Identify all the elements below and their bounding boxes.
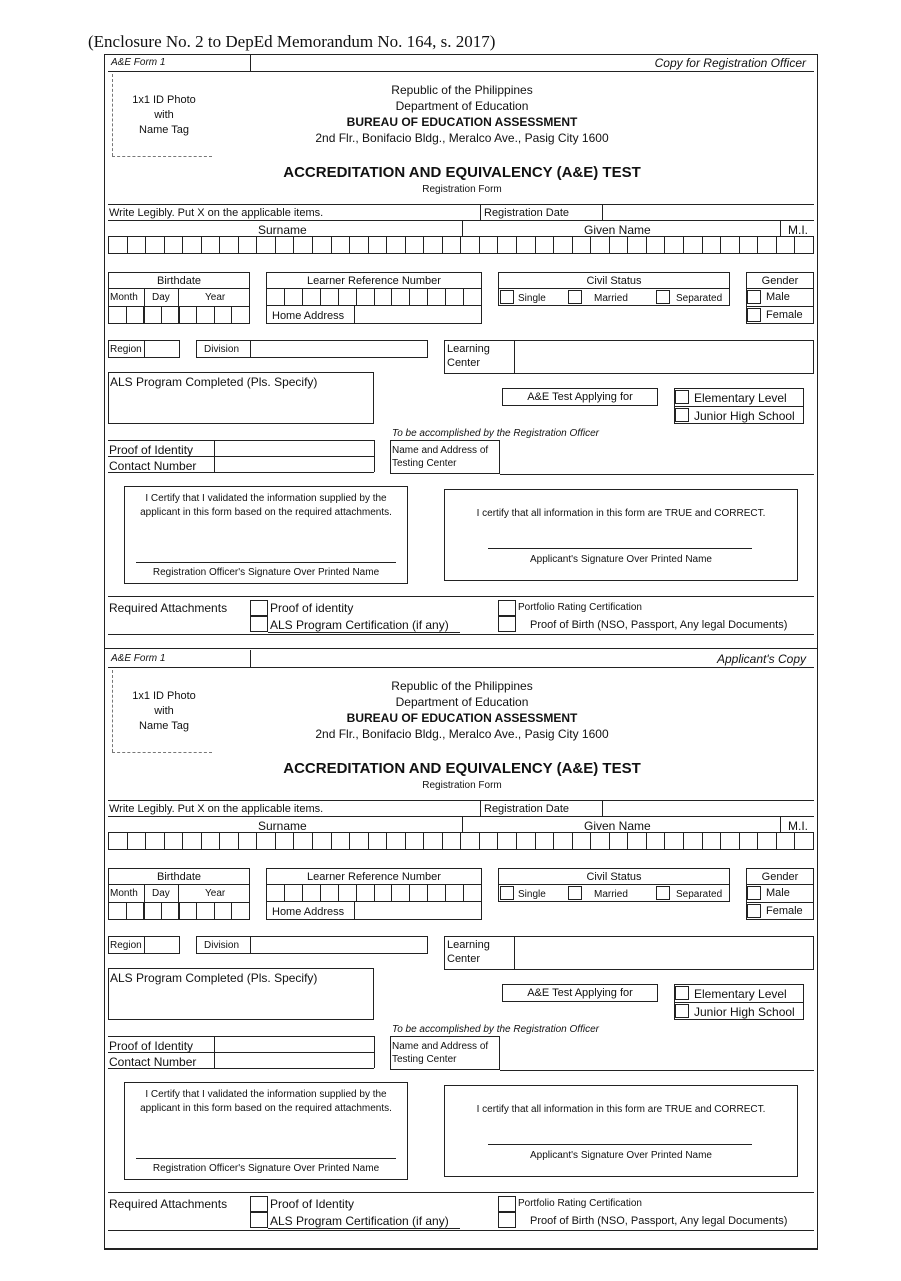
input-cell[interactable] (127, 307, 145, 324)
input-cell[interactable] (162, 903, 180, 920)
test-applying-label: A&E Test Applying for (527, 987, 633, 999)
input-cell[interactable] (610, 833, 629, 849)
registration-officer-note: To be accomplished by the Registration Officer (392, 1024, 599, 1035)
elementary-checkbox[interactable] (675, 986, 689, 1000)
input-cell[interactable] (387, 237, 406, 253)
input-cell[interactable] (267, 289, 285, 305)
header-deped: Department of Education (395, 695, 529, 709)
input-cell[interactable] (267, 885, 285, 901)
input-cell[interactable] (628, 237, 647, 253)
input-cell[interactable] (464, 885, 482, 901)
input-cell[interactable] (392, 885, 410, 901)
given-name-label: Given Name (584, 819, 651, 833)
input-cell[interactable] (180, 307, 198, 324)
attachment-als-label: ALS Program Certification (if any) (270, 1214, 449, 1228)
name-address-label: Name and Address of (392, 1041, 489, 1052)
input-cell[interactable] (239, 237, 258, 253)
registration-date-label: Registration Date (484, 803, 569, 815)
married-label: Married (594, 889, 628, 900)
input-cell[interactable] (461, 237, 480, 253)
birthdate-label: Birthdate (156, 275, 202, 287)
name-input-cells[interactable] (108, 236, 814, 254)
input-cell[interactable] (146, 833, 165, 849)
input-cell[interactable] (109, 307, 127, 324)
attachment-proof-checkbox[interactable] (250, 600, 268, 616)
division-label: Division (204, 344, 240, 355)
input-cell[interactable] (721, 237, 740, 253)
input-cell[interactable] (303, 885, 321, 901)
input-cell[interactable] (573, 237, 592, 253)
female-checkbox[interactable] (747, 904, 761, 918)
copy-label: Applicant's Copy (716, 652, 806, 666)
input-cell[interactable] (369, 237, 388, 253)
input-cell[interactable] (285, 885, 303, 901)
required-attachments-label: Required Attachments (109, 1197, 228, 1211)
input-cell[interactable] (215, 903, 233, 920)
single-label: Single (518, 889, 546, 900)
input-cell[interactable] (387, 833, 406, 849)
input-cell[interactable] (446, 289, 464, 305)
input-cell[interactable] (276, 237, 295, 253)
applicant-copy (0, 650, 900, 1250)
separated-label: Separated (676, 293, 723, 304)
input-cell[interactable] (795, 237, 814, 253)
single-label: Single (518, 293, 546, 304)
jhs-checkbox[interactable] (675, 408, 689, 422)
input-cell[interactable] (257, 237, 276, 253)
testing-center-label: Testing Center (392, 458, 457, 469)
input-cell[interactable] (665, 237, 684, 253)
applicant-certification-box (444, 489, 798, 581)
header-bureau: BUREAU OF EDUCATION ASSESSMENT (346, 115, 578, 129)
center-label: Center (447, 357, 481, 369)
input-cell[interactable] (294, 237, 313, 253)
region-label: Region (110, 344, 142, 355)
input-cell[interactable] (144, 307, 162, 324)
test-applying-label: A&E Test Applying for (527, 391, 633, 403)
header-address: 2nd Flr., Bonifacio Bldg., Meralco Ave., Pasig City 1600 (315, 727, 609, 741)
input-cell[interactable] (357, 289, 375, 305)
registration-officer-note: To be accomplished by the Registration Officer (392, 428, 599, 439)
header-deped: Department of Education (395, 99, 529, 113)
single-checkbox[interactable] (500, 886, 514, 900)
region-label: Region (110, 940, 142, 951)
input-cell[interactable] (183, 237, 202, 253)
input-cell[interactable] (146, 237, 165, 253)
input-cell[interactable] (443, 237, 462, 253)
required-attachments-label: Required Attachments (109, 601, 228, 615)
attachment-als-checkbox[interactable] (250, 1212, 268, 1228)
officer-signature-label: Registration Officer's Signature Over Printed Name (152, 567, 380, 578)
jhs-checkbox[interactable] (675, 1004, 689, 1018)
female-checkbox[interactable] (747, 308, 761, 322)
applicant-certification-text: I certify that all information in this form are TRUE and CORRECT. (476, 1104, 766, 1115)
attachment-birth-checkbox[interactable] (498, 616, 516, 632)
photo-placeholder-line3: Name Tag (139, 124, 189, 136)
proof-identity-label: Proof of Identity (109, 1039, 194, 1053)
officer-certification-text: I Certify that I validated the information supplied by the applicant in this form based on the required attachments. (140, 1089, 392, 1114)
officer-certification-text: I Certify that I validated the information supplied by the applicant in this form based on the required attachments. (140, 493, 392, 518)
male-label: Male (766, 291, 790, 303)
input-cell[interactable] (276, 833, 295, 849)
married-label: Married (594, 293, 628, 304)
instructions: Write Legibly. Put X on the applicable items. (109, 803, 324, 815)
input-cell[interactable] (740, 237, 759, 253)
input-cell[interactable] (109, 237, 128, 253)
photo-placeholder-line2: with (154, 109, 174, 121)
input-cell[interactable] (232, 307, 250, 324)
input-cell[interactable] (257, 833, 276, 849)
lrn-label: Learner Reference Number (307, 275, 441, 287)
input-cell[interactable] (554, 237, 573, 253)
input-cell[interactable] (197, 307, 215, 324)
header-republic: Republic of the Philippines (391, 679, 533, 693)
attachment-als-label: ALS Program Certification (if any) (270, 618, 449, 632)
testing-center-label: Testing Center (392, 1054, 457, 1065)
birthdate-label: Birthdate (156, 871, 202, 883)
attachment-portfolio-label: Portfolio Rating Certification (518, 602, 642, 613)
header-republic: Republic of the Philippines (391, 83, 533, 97)
day-label: Day (152, 292, 170, 303)
division-label: Division (204, 940, 240, 951)
enclosure-heading: (Enclosure No. 2 to DepEd Memorandum No. 164, s. 2017) (88, 32, 496, 51)
input-cell[interactable] (128, 237, 147, 253)
name-address-label: Name and Address of (392, 445, 489, 456)
input-cell[interactable] (202, 237, 221, 253)
input-cell[interactable] (109, 903, 127, 920)
input-cell[interactable] (517, 237, 536, 253)
input-cell[interactable] (220, 237, 239, 253)
year-label: Year (205, 888, 226, 899)
married-checkbox[interactable] (568, 290, 582, 304)
given-name-label: Given Name (584, 223, 651, 237)
form-title: ACCREDITATION AND EQUIVALENCY (A&E) TEST (283, 164, 641, 181)
input-cell[interactable] (740, 833, 759, 849)
input-cell[interactable] (406, 833, 425, 849)
learning-label: Learning (447, 939, 490, 951)
applicant-certification-box (444, 1085, 798, 1177)
input-cell[interactable] (721, 833, 740, 849)
learning-center-field[interactable] (444, 340, 814, 374)
attachment-portfolio-checkbox[interactable] (498, 1196, 516, 1212)
input-cell[interactable] (647, 237, 666, 253)
input-cell[interactable] (232, 903, 250, 920)
elementary-label: Elementary Level (694, 987, 787, 1001)
attachment-birth-label: Proof of Birth (NSO, Passport, Any legal Documents) (530, 1215, 788, 1227)
als-program-label: ALS Program Completed (Pls. Specify) (110, 971, 318, 985)
day-label: Day (152, 888, 170, 899)
attachment-birth-checkbox[interactable] (498, 1212, 516, 1228)
form-number: A&E Form 1 (111, 653, 166, 664)
input-cell[interactable] (165, 833, 184, 849)
input-cell[interactable] (406, 237, 425, 253)
instructions: Write Legibly. Put X on the applicable items. (109, 207, 324, 219)
input-cell[interactable] (536, 237, 555, 253)
elementary-checkbox[interactable] (675, 390, 689, 404)
female-label: Female (766, 309, 803, 321)
input-cell[interactable] (777, 237, 796, 253)
input-cell[interactable] (357, 885, 375, 901)
input-cell[interactable] (428, 885, 446, 901)
copy-separator (104, 648, 818, 649)
input-cell[interactable] (703, 237, 722, 253)
photo-placeholder-line1: 1x1 ID Photo (132, 94, 196, 106)
center-label: Center (447, 953, 481, 965)
als-program-label: ALS Program Completed (Pls. Specify) (110, 375, 318, 389)
copy-label: Copy for Registration Officer (654, 56, 806, 70)
input-cell[interactable] (339, 289, 357, 305)
input-cell[interactable] (480, 237, 499, 253)
attachment-als-checkbox[interactable] (250, 616, 268, 632)
form-number: A&E Form 1 (111, 57, 166, 68)
input-cell[interactable] (498, 833, 517, 849)
learning-center-field[interactable] (444, 936, 814, 970)
male-checkbox[interactable] (747, 886, 761, 900)
input-cell[interactable] (303, 289, 321, 305)
input-cell[interactable] (339, 885, 357, 901)
surname-label: Surname (258, 819, 307, 833)
input-cell[interactable] (165, 237, 184, 253)
applicant-certification-text: I certify that all information in this form are TRUE and CORRECT. (476, 508, 766, 519)
home-address-label: Home Address (272, 310, 345, 322)
input-cell[interactable] (144, 903, 162, 920)
input-cell[interactable] (665, 833, 684, 849)
separated-checkbox[interactable] (656, 290, 670, 304)
input-cell[interactable] (424, 237, 443, 253)
male-checkbox[interactable] (747, 290, 761, 304)
input-cell[interactable] (424, 833, 443, 849)
year-label: Year (205, 292, 226, 303)
surname-label: Surname (258, 223, 307, 237)
month-label: Month (110, 292, 138, 303)
contact-number-label: Contact Number (109, 1055, 197, 1069)
attachment-birth-label: Proof of Birth (NSO, Passport, Any legal Documents) (530, 619, 788, 631)
attachment-proof-label: Proof of Identity (270, 1197, 355, 1211)
input-cell[interactable] (410, 289, 428, 305)
header-bureau: BUREAU OF EDUCATION ASSESSMENT (346, 711, 578, 725)
attachment-proof-checkbox[interactable] (250, 1196, 268, 1212)
applicant-signature-label: Applicant's Signature Over Printed Name (530, 1150, 712, 1161)
month-label: Month (110, 888, 138, 899)
form-title: ACCREDITATION AND EQUIVALENCY (A&E) TEST (283, 760, 641, 777)
input-cell[interactable] (647, 833, 666, 849)
registration-officer-copy (0, 54, 900, 654)
photo-placeholder-line3: Name Tag (139, 720, 189, 732)
input-cell[interactable] (777, 833, 796, 849)
gender-label: Gender (761, 275, 799, 287)
gender-label: Gender (761, 871, 799, 883)
input-cell[interactable] (332, 833, 351, 849)
input-cell[interactable] (180, 903, 198, 920)
input-cell[interactable] (610, 237, 629, 253)
input-cell[interactable] (375, 885, 393, 901)
input-cell[interactable] (215, 307, 233, 324)
input-cell[interactable] (591, 237, 610, 253)
input-cell[interactable] (197, 903, 215, 920)
input-cell[interactable] (464, 289, 482, 305)
birthdate-input-cells[interactable] (108, 306, 250, 324)
input-cell[interactable] (446, 885, 464, 901)
input-cell[interactable] (128, 833, 147, 849)
jhs-label: Junior High School (694, 1005, 795, 1019)
input-cell[interactable] (428, 289, 446, 305)
married-checkbox[interactable] (568, 886, 582, 900)
input-cell[interactable] (294, 833, 313, 849)
input-cell[interactable] (498, 237, 517, 253)
header-address: 2nd Flr., Bonifacio Bldg., Meralco Ave., Pasig City 1600 (315, 131, 609, 145)
input-cell[interactable] (332, 237, 351, 253)
input-cell[interactable] (350, 833, 369, 849)
input-cell[interactable] (313, 237, 332, 253)
input-cell[interactable] (703, 833, 722, 849)
input-cell[interactable] (684, 237, 703, 253)
input-cell[interactable] (554, 833, 573, 849)
input-cell[interactable] (202, 833, 221, 849)
contact-number-label: Contact Number (109, 459, 197, 473)
input-cell[interactable] (758, 237, 777, 253)
lrn-input-cells[interactable] (266, 288, 482, 306)
input-cell[interactable] (321, 289, 339, 305)
jhs-label: Junior High School (694, 409, 795, 423)
separated-label: Separated (676, 889, 723, 900)
civil-status-label: Civil Status (586, 275, 642, 287)
female-label: Female (766, 905, 803, 917)
input-cell[interactable] (162, 307, 180, 324)
input-cell[interactable] (109, 833, 128, 849)
input-cell[interactable] (517, 833, 536, 849)
input-cell[interactable] (285, 289, 303, 305)
input-cell[interactable] (410, 885, 428, 901)
form-subtitle: Registration Form (422, 780, 502, 791)
input-cell[interactable] (127, 903, 145, 920)
input-cell[interactable] (536, 833, 555, 849)
input-cell[interactable] (321, 885, 339, 901)
input-cell[interactable] (628, 833, 647, 849)
name-input-cells[interactable] (108, 832, 814, 850)
separated-checkbox[interactable] (656, 886, 670, 900)
applicant-signature-label: Applicant's Signature Over Printed Name (530, 554, 712, 565)
attachment-portfolio-label: Portfolio Rating Certification (518, 1198, 642, 1209)
male-label: Male (766, 887, 790, 899)
input-cell[interactable] (573, 833, 592, 849)
input-cell[interactable] (480, 833, 499, 849)
mi-label: M.I. (788, 223, 808, 237)
attachment-portfolio-checkbox[interactable] (498, 600, 516, 616)
single-checkbox[interactable] (500, 290, 514, 304)
attachment-proof-label: Proof of identity (270, 601, 354, 615)
input-cell[interactable] (239, 833, 258, 849)
civil-status-label: Civil Status (586, 871, 642, 883)
input-cell[interactable] (350, 237, 369, 253)
input-cell[interactable] (392, 289, 410, 305)
learning-label: Learning (447, 343, 490, 355)
input-cell[interactable] (684, 833, 703, 849)
input-cell[interactable] (795, 833, 814, 849)
elementary-label: Elementary Level (694, 391, 787, 405)
input-cell[interactable] (183, 833, 202, 849)
form-subtitle: Registration Form (422, 184, 502, 195)
input-cell[interactable] (758, 833, 777, 849)
mi-label: M.I. (788, 819, 808, 833)
photo-placeholder-line2: with (154, 705, 174, 717)
photo-placeholder-line1: 1x1 ID Photo (132, 690, 196, 702)
input-cell[interactable] (591, 833, 610, 849)
input-cell[interactable] (375, 289, 393, 305)
lrn-input-cells[interactable] (266, 884, 482, 902)
input-cell[interactable] (369, 833, 388, 849)
proof-identity-label: Proof of Identity (109, 443, 194, 457)
input-cell[interactable] (443, 833, 462, 849)
registration-date-label: Registration Date (484, 207, 569, 219)
birthdate-input-cells[interactable] (108, 902, 250, 920)
input-cell[interactable] (313, 833, 332, 849)
input-cell[interactable] (461, 833, 480, 849)
lrn-label: Learner Reference Number (307, 871, 441, 883)
input-cell[interactable] (220, 833, 239, 849)
officer-signature-label: Registration Officer's Signature Over Printed Name (152, 1163, 380, 1174)
home-address-label: Home Address (272, 906, 345, 918)
